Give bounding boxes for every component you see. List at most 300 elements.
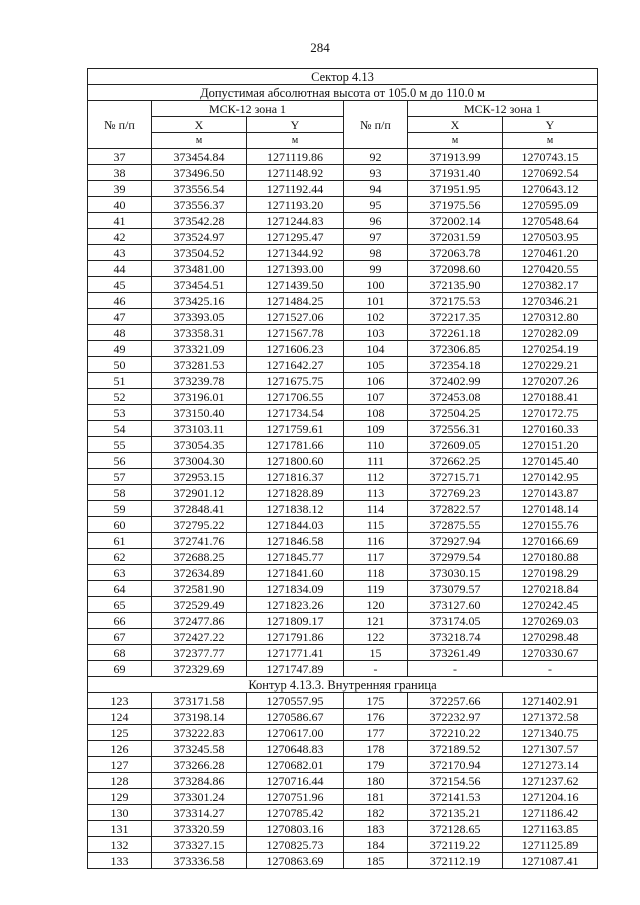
table-row [88, 805, 598, 821]
cell-x-right: 372031.59 [408, 229, 503, 245]
cell-x-right: 371951.95 [408, 181, 503, 197]
cell-x-left: 372477.86 [152, 613, 247, 629]
cell-x-left: 372848.41 [152, 501, 247, 517]
cell-x-right: 372154.56 [408, 773, 503, 789]
table-row [88, 213, 598, 229]
cell-x-right: 372112.19 [408, 853, 503, 869]
cell-x-left: 372741.76 [152, 533, 247, 549]
cell-x-right: 372189.52 [408, 741, 503, 757]
cell-x-left: 372329.69 [152, 661, 247, 677]
table-row [88, 501, 598, 517]
cell-y-left: 1271244.83 [247, 213, 344, 229]
cell-num-left: 64 [88, 581, 152, 597]
cell-y-right: 1271273.14 [503, 757, 598, 773]
cell-y-right: 1270298.48 [503, 629, 598, 645]
cell-num-left: 132 [88, 837, 152, 853]
cell-num-left: 61 [88, 533, 152, 549]
table-row [88, 293, 598, 309]
height-range: Допустимая абсолютная высота от 105.0 м до 110.0 м [88, 85, 598, 101]
cell-num-left: 50 [88, 357, 152, 373]
table-row [88, 357, 598, 373]
cell-y-left: 1270825.73 [247, 837, 344, 853]
cell-y-right: 1270548.64 [503, 213, 598, 229]
cell-x-left: 373222.83 [152, 725, 247, 741]
cell-y-right: 1270151.20 [503, 437, 598, 453]
cell-y-left: 1270682.01 [247, 757, 344, 773]
cell-x-left: 373239.78 [152, 373, 247, 389]
cell-num-right: 180 [344, 773, 408, 789]
cell-num-right: 106 [344, 373, 408, 389]
cell-y-left: 1270863.69 [247, 853, 344, 869]
table-row [88, 309, 598, 325]
cell-num-right: 177 [344, 725, 408, 741]
cell-y-left: 1271828.89 [247, 485, 344, 501]
coord-system-left: МСК-12 зона 1 [152, 101, 344, 117]
cell-num-left: 43 [88, 245, 152, 261]
cell-num-right: 116 [344, 533, 408, 549]
cell-x-left: 373196.01 [152, 389, 247, 405]
cell-num-left: 38 [88, 165, 152, 181]
cell-y-left: 1271834.09 [247, 581, 344, 597]
table-row [88, 709, 598, 725]
cell-num-left: 126 [88, 741, 152, 757]
table-row [88, 277, 598, 293]
table-row [88, 341, 598, 357]
table-row [88, 693, 598, 709]
cell-y-left: 1271841.60 [247, 565, 344, 581]
cell-num-right: 122 [344, 629, 408, 645]
cell-y-right: 1270229.21 [503, 357, 598, 373]
table-row [88, 149, 598, 165]
cell-x-right: 373030.15 [408, 565, 503, 581]
cell-x-left: 373103.11 [152, 421, 247, 437]
cell-x-left: 373150.40 [152, 405, 247, 421]
cell-y-right: 1270461.20 [503, 245, 598, 261]
cell-x-right: 372306.85 [408, 341, 503, 357]
cell-num-left: 68 [88, 645, 152, 661]
cell-x-right: 372002.14 [408, 213, 503, 229]
cell-y-left: 1271527.06 [247, 309, 344, 325]
cell-y-right: 1270595.09 [503, 197, 598, 213]
cell-num-right: 117 [344, 549, 408, 565]
cell-x-right: 372662.25 [408, 453, 503, 469]
cell-x-right: 372556.31 [408, 421, 503, 437]
cell-x-left: 373004.30 [152, 453, 247, 469]
table-row [88, 821, 598, 837]
cell-y-right: 1271087.41 [503, 853, 598, 869]
y-header-left: Y [247, 117, 344, 133]
cell-y-right: 1271204.16 [503, 789, 598, 805]
cell-y-left: 1271642.27 [247, 357, 344, 373]
cell-x-left: 373556.37 [152, 197, 247, 213]
cell-y-right: 1270643.12 [503, 181, 598, 197]
cell-y-right: 1271186.42 [503, 805, 598, 821]
cell-num-left: 67 [88, 629, 152, 645]
table-row [88, 629, 598, 645]
cell-y-right: 1270143.87 [503, 485, 598, 501]
cell-y-right: 1270420.55 [503, 261, 598, 277]
cell-y-left: 1271771.41 [247, 645, 344, 661]
cell-num-left: 58 [88, 485, 152, 501]
cell-num-left: 54 [88, 421, 152, 437]
cell-num-left: 133 [88, 853, 152, 869]
cell-x-right: 372232.97 [408, 709, 503, 725]
cell-x-left: 373284.86 [152, 773, 247, 789]
cell-x-left: 373320.59 [152, 821, 247, 837]
table-row [88, 773, 598, 789]
table-row [88, 373, 598, 389]
cell-y-left: 1271781.66 [247, 437, 344, 453]
contour-rows [88, 693, 598, 869]
table-row [88, 245, 598, 261]
cell-num-right: 110 [344, 437, 408, 453]
cell-num-right: 93 [344, 165, 408, 181]
cell-x-right: 372354.18 [408, 357, 503, 373]
cell-num-right: - [344, 661, 408, 677]
table-row [88, 453, 598, 469]
cell-x-right: 372098.60 [408, 261, 503, 277]
cell-y-left: 1270586.67 [247, 709, 344, 725]
cell-num-left: 69 [88, 661, 152, 677]
table-row [88, 549, 598, 565]
cell-y-right: 1270155.76 [503, 517, 598, 533]
cell-y-right: 1270269.03 [503, 613, 598, 629]
table-row [88, 581, 598, 597]
cell-num-right: 114 [344, 501, 408, 517]
cell-y-right: 1271237.62 [503, 773, 598, 789]
table-row [88, 613, 598, 629]
cell-y-right: 1270330.67 [503, 645, 598, 661]
cell-num-right: 176 [344, 709, 408, 725]
cell-x-left: 373327.15 [152, 837, 247, 853]
cell-x-right: 372769.23 [408, 485, 503, 501]
cell-num-right: 15 [344, 645, 408, 661]
cell-x-right: 372715.71 [408, 469, 503, 485]
cell-num-right: 181 [344, 789, 408, 805]
cell-y-left: 1271823.26 [247, 597, 344, 613]
cell-y-left: 1271606.23 [247, 341, 344, 357]
coord-system-right: МСК-12 зона 1 [408, 101, 598, 117]
coordinates-table [87, 68, 598, 869]
cell-num-left: 47 [88, 309, 152, 325]
cell-y-right: 1271125.89 [503, 837, 598, 853]
cell-x-left: 373556.54 [152, 181, 247, 197]
cell-num-right: 98 [344, 245, 408, 261]
cell-num-right: 104 [344, 341, 408, 357]
sector-rows [88, 149, 598, 677]
num-header-left: № п/п [88, 101, 152, 149]
cell-num-right: 101 [344, 293, 408, 309]
table-row [88, 565, 598, 581]
table-row [88, 165, 598, 181]
table-row [88, 405, 598, 421]
cell-x-right: 372504.25 [408, 405, 503, 421]
cell-num-right: 121 [344, 613, 408, 629]
cell-y-right: 1270503.95 [503, 229, 598, 245]
cell-x-left: 373198.14 [152, 709, 247, 725]
cell-x-right: 372170.94 [408, 757, 503, 773]
cell-x-left: 372795.22 [152, 517, 247, 533]
cell-x-left: 373454.84 [152, 149, 247, 165]
cell-y-right: 1270198.29 [503, 565, 598, 581]
cell-y-left: 1271192.44 [247, 181, 344, 197]
cell-num-right: 97 [344, 229, 408, 245]
cell-num-left: 131 [88, 821, 152, 837]
cell-num-left: 129 [88, 789, 152, 805]
table-row [88, 325, 598, 341]
unit-y-right: м [503, 133, 598, 149]
cell-num-left: 62 [88, 549, 152, 565]
cell-x-right: 372128.65 [408, 821, 503, 837]
cell-num-right: 107 [344, 389, 408, 405]
cell-num-left: 66 [88, 613, 152, 629]
cell-y-right: 1270145.40 [503, 453, 598, 469]
cell-num-right: 108 [344, 405, 408, 421]
cell-y-left: 1271295.47 [247, 229, 344, 245]
cell-x-left: 373245.58 [152, 741, 247, 757]
cell-y-left: 1271844.03 [247, 517, 344, 533]
cell-x-left: 373358.31 [152, 325, 247, 341]
cell-num-right: 120 [344, 597, 408, 613]
cell-x-left: 373336.58 [152, 853, 247, 869]
cell-num-left: 52 [88, 389, 152, 405]
cell-y-left: 1271675.75 [247, 373, 344, 389]
cell-num-right: 95 [344, 197, 408, 213]
unit-y-left: м [247, 133, 344, 149]
cell-y-right: 1270207.26 [503, 373, 598, 389]
cell-x-left: 372953.15 [152, 469, 247, 485]
cell-x-left: 373496.50 [152, 165, 247, 181]
cell-x-right: 372135.90 [408, 277, 503, 293]
cell-y-right: 1270166.69 [503, 533, 598, 549]
cell-num-left: 57 [88, 469, 152, 485]
cell-y-left: 1271193.20 [247, 197, 344, 213]
cell-x-left: 373504.52 [152, 245, 247, 261]
cell-num-left: 40 [88, 197, 152, 213]
table-row [88, 517, 598, 533]
cell-num-left: 48 [88, 325, 152, 341]
cell-num-left: 49 [88, 341, 152, 357]
cell-num-left: 59 [88, 501, 152, 517]
cell-x-right: 372175.53 [408, 293, 503, 309]
table-row [88, 229, 598, 245]
cell-y-left: 1271816.37 [247, 469, 344, 485]
cell-y-left: 1270557.95 [247, 693, 344, 709]
cell-num-left: 125 [88, 725, 152, 741]
table-row [88, 181, 598, 197]
cell-num-left: 41 [88, 213, 152, 229]
table-row [88, 469, 598, 485]
cell-y-left: 1271846.58 [247, 533, 344, 549]
cell-num-right: 119 [344, 581, 408, 597]
cell-x-right: 372141.53 [408, 789, 503, 805]
x-header-left: X [152, 117, 247, 133]
cell-y-right: 1271372.58 [503, 709, 598, 725]
cell-y-left: 1271800.60 [247, 453, 344, 469]
cell-num-left: 39 [88, 181, 152, 197]
table-row [88, 757, 598, 773]
cell-y-right: 1271402.91 [503, 693, 598, 709]
cell-x-left: 373171.58 [152, 693, 247, 709]
cell-y-right: 1270743.15 [503, 149, 598, 165]
cell-num-right: 179 [344, 757, 408, 773]
cell-x-left: 372634.89 [152, 565, 247, 581]
cell-x-left: 372427.22 [152, 629, 247, 645]
cell-x-left: 373425.16 [152, 293, 247, 309]
cell-num-left: 123 [88, 693, 152, 709]
cell-x-right: 372063.78 [408, 245, 503, 261]
cell-x-right: 372257.66 [408, 693, 503, 709]
cell-y-left: 1271393.00 [247, 261, 344, 277]
cell-y-left: 1271706.55 [247, 389, 344, 405]
cell-y-left: 1271484.25 [247, 293, 344, 309]
cell-y-right: 1270346.21 [503, 293, 598, 309]
cell-y-right: 1270242.45 [503, 597, 598, 613]
unit-x-right: м [408, 133, 503, 149]
table-row [88, 437, 598, 453]
cell-x-right: 371931.40 [408, 165, 503, 181]
cell-num-right: 94 [344, 181, 408, 197]
cell-x-right: 372609.05 [408, 437, 503, 453]
cell-num-right: 184 [344, 837, 408, 853]
cell-x-right: 372135.21 [408, 805, 503, 821]
cell-num-left: 130 [88, 805, 152, 821]
table-row [88, 197, 598, 213]
cell-num-left: 124 [88, 709, 152, 725]
cell-num-left: 46 [88, 293, 152, 309]
cell-x-left: 373301.24 [152, 789, 247, 805]
cell-x-right: 372402.99 [408, 373, 503, 389]
y-header-right: Y [503, 117, 598, 133]
cell-y-left: 1270648.83 [247, 741, 344, 757]
cell-x-left: 373321.09 [152, 341, 247, 357]
cell-y-left: 1270751.96 [247, 789, 344, 805]
sector-title: Сектор 4.13 [88, 69, 598, 85]
cell-x-left: 373542.28 [152, 213, 247, 229]
cell-y-right: 1270160.33 [503, 421, 598, 437]
cell-x-left: 373281.53 [152, 357, 247, 373]
cell-y-left: 1271845.77 [247, 549, 344, 565]
cell-num-right: 103 [344, 325, 408, 341]
cell-x-left: 373481.00 [152, 261, 247, 277]
cell-num-left: 37 [88, 149, 152, 165]
cell-x-left: 372688.25 [152, 549, 247, 565]
cell-num-left: 55 [88, 437, 152, 453]
cell-y-left: 1271344.92 [247, 245, 344, 261]
cell-x-right: 372875.55 [408, 517, 503, 533]
cell-num-right: 185 [344, 853, 408, 869]
cell-num-right: 99 [344, 261, 408, 277]
cell-num-left: 128 [88, 773, 152, 789]
cell-num-right: 111 [344, 453, 408, 469]
cell-x-left: 372581.90 [152, 581, 247, 597]
table-row [88, 725, 598, 741]
cell-x-right: 371975.56 [408, 197, 503, 213]
cell-x-left: 373054.35 [152, 437, 247, 453]
cell-num-right: 112 [344, 469, 408, 485]
unit-x-left: м [152, 133, 247, 149]
cell-num-right: 100 [344, 277, 408, 293]
cell-num-left: 127 [88, 757, 152, 773]
cell-y-left: 1270803.16 [247, 821, 344, 837]
cell-y-right: 1270188.41 [503, 389, 598, 405]
cell-num-left: 60 [88, 517, 152, 533]
cell-y-right: 1270382.17 [503, 277, 598, 293]
cell-x-right: 372979.54 [408, 549, 503, 565]
cell-x-left: 373314.27 [152, 805, 247, 821]
table-row [88, 853, 598, 869]
cell-y-left: 1270617.00 [247, 725, 344, 741]
table-row [88, 261, 598, 277]
cell-num-left: 56 [88, 453, 152, 469]
cell-y-left: 1271734.54 [247, 405, 344, 421]
cell-y-right: 1271307.57 [503, 741, 598, 757]
cell-y-left: 1271838.12 [247, 501, 344, 517]
table-row [88, 485, 598, 501]
cell-x-right: 372453.08 [408, 389, 503, 405]
cell-num-left: 53 [88, 405, 152, 421]
cell-y-right: 1270692.54 [503, 165, 598, 181]
cell-num-right: 183 [344, 821, 408, 837]
cell-y-right: 1270142.95 [503, 469, 598, 485]
table-row [88, 421, 598, 437]
cell-y-right: 1270254.19 [503, 341, 598, 357]
cell-num-right: 105 [344, 357, 408, 373]
page-number: 284 [310, 40, 330, 55]
cell-y-left: 1270716.44 [247, 773, 344, 789]
cell-y-right: 1270148.14 [503, 501, 598, 517]
cell-y-left: 1270785.42 [247, 805, 344, 821]
cell-y-right: 1270180.88 [503, 549, 598, 565]
num-header-right: № п/п [344, 101, 408, 149]
cell-y-right: 1271340.75 [503, 725, 598, 741]
cell-x-left: 373266.28 [152, 757, 247, 773]
cell-num-right: 178 [344, 741, 408, 757]
cell-x-right: 373127.60 [408, 597, 503, 613]
cell-x-right: 373218.74 [408, 629, 503, 645]
cell-num-right: 109 [344, 421, 408, 437]
cell-num-left: 44 [88, 261, 152, 277]
cell-y-right: 1271163.85 [503, 821, 598, 837]
cell-x-right: 373079.57 [408, 581, 503, 597]
cell-x-left: 372529.49 [152, 597, 247, 613]
table-row [88, 789, 598, 805]
cell-num-right: 118 [344, 565, 408, 581]
cell-y-left: 1271119.86 [247, 149, 344, 165]
cell-num-right: 175 [344, 693, 408, 709]
table-row [88, 741, 598, 757]
cell-x-right: 372217.35 [408, 309, 503, 325]
cell-num-left: 65 [88, 597, 152, 613]
cell-x-right: 373174.05 [408, 613, 503, 629]
cell-num-right: 115 [344, 517, 408, 533]
cell-y-left: 1271747.89 [247, 661, 344, 677]
cell-y-right: - [503, 661, 598, 677]
cell-x-left: 373454.51 [152, 277, 247, 293]
cell-x-right: 371913.99 [408, 149, 503, 165]
cell-x-right: 372119.22 [408, 837, 503, 853]
cell-x-left: 373524.97 [152, 229, 247, 245]
cell-x-right: - [408, 661, 503, 677]
cell-x-left: 372377.77 [152, 645, 247, 661]
table-row [88, 645, 598, 661]
cell-y-left: 1271791.86 [247, 629, 344, 645]
cell-num-left: 45 [88, 277, 152, 293]
cell-x-left: 372901.12 [152, 485, 247, 501]
table-row [88, 837, 598, 853]
x-header-right: X [408, 117, 503, 133]
cell-y-left: 1271809.17 [247, 613, 344, 629]
